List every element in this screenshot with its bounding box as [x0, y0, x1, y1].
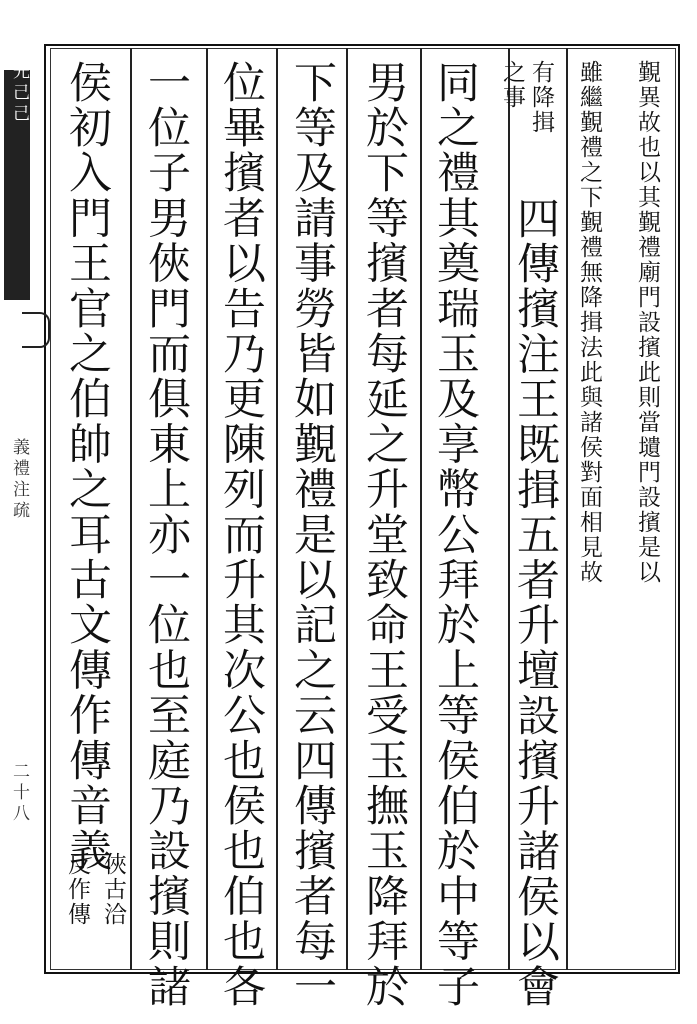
- column-rule: [346, 48, 348, 970]
- column-rule: [130, 48, 132, 970]
- text-column: 同之禮其奠瑞玉及享幣公拜於上等侯伯於中等子: [430, 60, 480, 1010]
- margin-top-fragment: 先己己: [9, 62, 29, 125]
- column-rule: [566, 48, 568, 970]
- text-column: 下等及請事勞皆如覲禮是以記之云四傳擯者每一: [287, 60, 337, 1010]
- margin-fish-tail: [22, 312, 50, 348]
- column-rule: [276, 48, 278, 970]
- commentary-column: 有降揖: [528, 60, 554, 135]
- text-column: 侯初入門王官之伯帥之耳古文傳作傳音義: [62, 60, 112, 874]
- column-rule: [206, 48, 208, 970]
- text-column: 男於下等擯者每延之升堂致命王受玉撫玉降拜於: [359, 60, 409, 1010]
- commentary-column: 雖繼覲禮之下覲禮無降揖法此與諸侯對面相見故: [576, 60, 602, 585]
- page-number: 二十八: [9, 762, 29, 825]
- book-title: 義禮注疏: [9, 438, 29, 522]
- text-column: 四傳擯注王既揖五者升壇設擯升諸侯以會: [510, 196, 560, 1010]
- commentary-column: 覲異故也以其覲禮廟門設擯此則當壝門設擯是以: [634, 60, 660, 585]
- commentary-column: 反作傳: [64, 852, 90, 927]
- text-column: 位畢擯者以告乃更陳列而升其次公也侯也伯也各: [216, 60, 266, 1010]
- commentary-column: 之事: [499, 60, 525, 110]
- commentary-column: 俠古洽: [100, 852, 126, 927]
- column-rule: [420, 48, 422, 970]
- text-column: 一位子男俠門而俱東上亦一位也至庭乃設擯則諸: [141, 60, 191, 1010]
